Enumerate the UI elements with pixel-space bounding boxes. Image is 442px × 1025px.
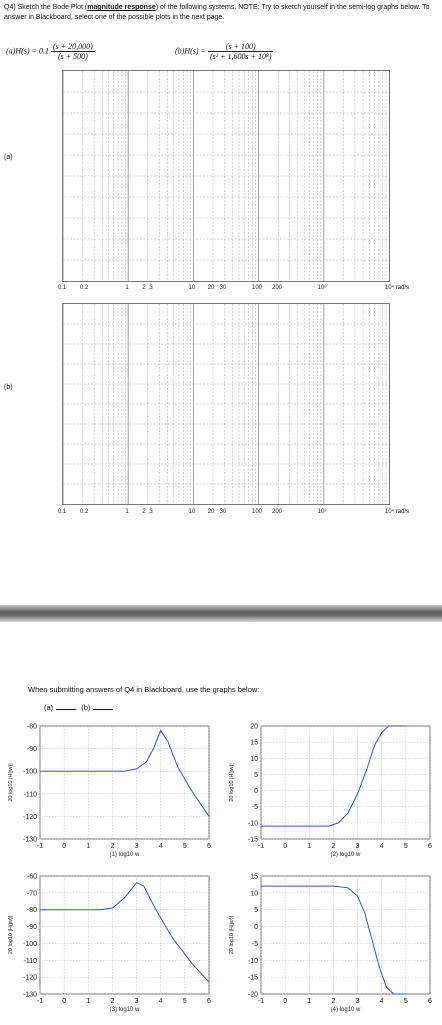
- x-tick-label: 0: [283, 998, 288, 1005]
- y-tick-label: -15: [247, 974, 258, 982]
- semilog-graph-a-grid: [63, 71, 389, 281]
- semilog-b-tick-200: 200: [271, 509, 283, 515]
- question-text: [4, 3, 438, 23]
- y-axis-label: 20 log10 |H(jw)|: [229, 915, 235, 955]
- semilog-a-tick-10: 10: [188, 285, 196, 291]
- y-tick-label: 0: [254, 924, 258, 932]
- y-tick-label: -90: [26, 746, 37, 754]
- answer-line: [44, 703, 116, 712]
- semilog-graph-a-label: (a): [4, 154, 13, 161]
- semilog-graph-b-label: (b): [4, 384, 13, 391]
- x-tick-label: 1: [307, 998, 312, 1005]
- option-plot-3-svg: [0, 870, 221, 1020]
- x-axis-label: (1) log10 w: [109, 852, 140, 858]
- semilog-a-tick-0.1: 0.1: [57, 285, 67, 291]
- equation-b-fraction: [208, 42, 274, 61]
- x-tick-label: 3: [134, 998, 139, 1005]
- plot-frame: [40, 876, 209, 994]
- x-tick-label: -1: [257, 843, 265, 850]
- x-axis-label: (3) log10 w: [109, 1007, 140, 1013]
- semilog-a-tick-20: 20: [207, 285, 215, 291]
- equation-a-denominator: (s + 500): [57, 52, 88, 61]
- y-tick-label: -90: [26, 924, 37, 932]
- x-tick-label: -1: [36, 998, 44, 1005]
- x-tick-label: 1: [307, 843, 312, 850]
- question-underlined: magnitude response: [87, 4, 156, 11]
- x-tick-label: 0: [62, 843, 67, 850]
- y-tick-label: -130: [22, 836, 37, 844]
- y-tick-label: -80: [26, 723, 37, 731]
- semilog-a-tick-100: 100: [251, 285, 263, 291]
- semilog-b-tick-0.2: 0.2: [79, 509, 89, 515]
- option-plot-2: [221, 720, 442, 870]
- semilog-b-tick-20: 20: [207, 509, 215, 515]
- equation-a: [6, 42, 95, 61]
- x-tick-label: 6: [207, 843, 211, 850]
- option-plot-1-svg: [0, 720, 221, 865]
- x-tick-label: 4: [379, 843, 384, 850]
- option-plot-3: [0, 870, 221, 1025]
- y-tick-label: -110: [23, 791, 37, 799]
- submission-instruction: When submitting answers of Q4 in Blackboard, use the graphs below:: [28, 685, 260, 694]
- x-tick-label: -1: [36, 843, 44, 850]
- x-tick-label: 2: [331, 998, 336, 1005]
- x-axis-label: (2) log10 w: [330, 852, 361, 858]
- plot-frame: [261, 726, 430, 839]
- equation-a-lhs: (a)H(s) = 0.1: [6, 46, 49, 56]
- semilog-a-tick-2: 2: [142, 285, 146, 291]
- semilog-b-tick-1000: 10³: [317, 509, 327, 515]
- answer-a-blank: [56, 709, 76, 710]
- equation-b-numerator: (s + 100): [208, 42, 274, 52]
- x-tick-label: 1: [86, 998, 91, 1005]
- y-tick-label: -100: [22, 768, 37, 776]
- semilog-a-tick-1: 1: [125, 285, 129, 291]
- x-tick-label: 2: [110, 843, 115, 850]
- y-tick-label: -120: [22, 813, 37, 821]
- x-tick-label: 4: [379, 998, 384, 1005]
- y-tick-label: -110: [23, 957, 37, 965]
- equation-b: [175, 42, 273, 61]
- y-tick-label: -10: [247, 957, 258, 965]
- x-tick-label: 5: [403, 998, 408, 1005]
- y-tick-label: -5: [251, 940, 258, 948]
- x-tick-label: 3: [134, 843, 139, 850]
- semilog-graph-b-grid: [63, 304, 389, 504]
- x-axis-label: (4) log10 w: [330, 1007, 361, 1013]
- x-tick-label: -1: [257, 998, 265, 1005]
- y-tick-label: -70: [26, 890, 37, 898]
- y-tick-label: 5: [254, 771, 258, 779]
- semilog-b-tick-10000: 10⁴ rad/s: [384, 509, 410, 515]
- semilog-a-tick-10000: 10⁴ rad/s: [384, 285, 410, 291]
- semilog-b-tick-10: 10: [188, 509, 196, 515]
- x-tick-label: 4: [158, 998, 163, 1005]
- semilog-graph-a: [62, 70, 390, 282]
- x-tick-label: 3: [355, 998, 360, 1005]
- plot-frame: [40, 726, 209, 839]
- y-axis-label: 20 log10 |H(jw)|: [8, 915, 14, 955]
- x-tick-label: 2: [110, 998, 115, 1005]
- y-tick-label: -60: [26, 873, 37, 881]
- x-tick-label: 5: [182, 998, 187, 1005]
- y-tick-label: 0: [254, 788, 258, 796]
- semilog-a-tick-1000: 10³: [317, 285, 327, 291]
- x-tick-label: 5: [182, 843, 187, 850]
- x-tick-label: 6: [428, 998, 432, 1005]
- option-plot-1: [0, 720, 221, 870]
- semilog-b-tick-0.1: 0.1: [57, 509, 67, 515]
- equation-a-numerator: (s + 20,000): [52, 42, 93, 51]
- semilog-b-tick-30: 30: [219, 509, 227, 515]
- y-tick-label: -20: [247, 991, 258, 999]
- semilog-b-tick-100: 100: [251, 509, 263, 515]
- semilog-graph-b: [62, 303, 390, 505]
- y-tick-label: 10: [250, 890, 258, 898]
- plot-frame: [261, 876, 430, 994]
- y-tick-label: -100: [22, 940, 37, 948]
- question-suffix: ) of the following systems. NOTE: Try to sketch yourself in the semi-log graphs below. To answer in Blackboard, select one of the possible plots in the next page.: [4, 4, 430, 21]
- semilog-a-tick-0.2: 0.2: [79, 285, 89, 291]
- y-tick-label: -10: [247, 820, 258, 828]
- x-tick-label: 4: [158, 843, 163, 850]
- x-tick-label: 6: [428, 843, 432, 850]
- y-tick-label: 20: [250, 723, 258, 731]
- y-tick-label: 15: [250, 873, 258, 881]
- semilog-b-tick-1: 1: [125, 509, 129, 515]
- x-tick-label: 3: [355, 843, 360, 850]
- y-axis-label: 20 log10 |H(jw)|: [8, 763, 14, 802]
- x-tick-label: 0: [283, 843, 288, 850]
- y-tick-label: 10: [250, 755, 258, 763]
- semilog-b-tick-2: 2: [142, 509, 146, 515]
- equation-b-lhs: (b)H(s) =: [175, 46, 206, 56]
- equation-a-fraction: [51, 42, 95, 61]
- x-tick-label: 0: [62, 998, 67, 1005]
- y-tick-label: -15: [247, 836, 258, 844]
- page-separator: [0, 605, 442, 622]
- y-tick-label: -120: [22, 974, 37, 982]
- option-plot-4-svg: [221, 870, 442, 1020]
- y-tick-label: 15: [250, 739, 258, 747]
- equation-b-denominator: (s² + 1,600s + 10⁸): [209, 52, 272, 61]
- question-prefix: Q4) Sketch the Bode Plot (: [4, 4, 88, 11]
- semilog-a-tick-30: 30: [219, 285, 227, 291]
- y-tick-label: -80: [26, 907, 37, 915]
- semilog-a-tick-3: 3: [149, 285, 153, 291]
- answer-b-blank: [93, 709, 113, 710]
- x-tick-label: 6: [207, 998, 211, 1005]
- answer-b-label: (b): [81, 703, 91, 712]
- semilog-a-tick-200: 200: [271, 285, 283, 291]
- semilog-b-tick-3: 3: [149, 509, 153, 515]
- y-tick-label: 5: [254, 907, 258, 915]
- y-tick-label: -5: [251, 804, 258, 812]
- y-axis-label: 20 log10 |H(jw)|: [229, 763, 235, 802]
- y-tick-label: -130: [22, 991, 37, 999]
- option-plot-2-svg: [221, 720, 442, 865]
- answer-a-label: (a): [44, 703, 54, 712]
- x-tick-label: 5: [403, 843, 408, 850]
- option-plot-4: [221, 870, 442, 1025]
- x-tick-label: 1: [86, 843, 91, 850]
- x-tick-label: 2: [331, 843, 336, 850]
